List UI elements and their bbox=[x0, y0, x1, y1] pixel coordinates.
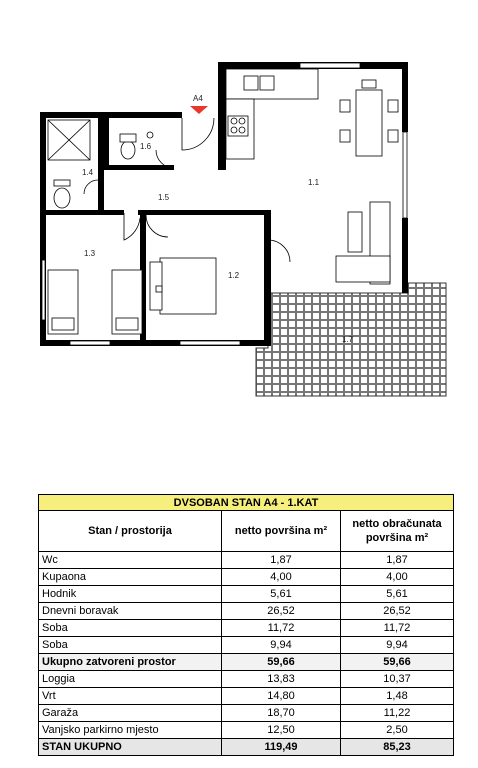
room-label-1-4: 1.4 bbox=[82, 168, 94, 177]
dining-table bbox=[340, 80, 398, 156]
table-row bbox=[39, 705, 454, 722]
row-calc: 59,66 bbox=[341, 654, 454, 671]
row-net: 9,94 bbox=[222, 637, 341, 654]
room-label-1-2: 1.2 bbox=[228, 271, 240, 280]
kitchen-fixtures bbox=[226, 69, 318, 159]
row-calc: 2,50 bbox=[341, 722, 454, 739]
header-net-area: netto površina m² bbox=[222, 511, 341, 552]
row-calc: 11,22 bbox=[341, 705, 454, 722]
row-calc: 1,87 bbox=[341, 552, 454, 569]
row-net: 11,72 bbox=[222, 620, 341, 637]
row-name: Garaža bbox=[39, 705, 222, 722]
row-net: 1,87 bbox=[222, 552, 341, 569]
header-calculated-area: netto obračunata površina m² bbox=[341, 511, 454, 552]
row-name: Soba bbox=[39, 637, 222, 654]
room-label-1-5: 1.5 bbox=[158, 193, 170, 202]
row-calc: 11,72 bbox=[341, 620, 454, 637]
row-net: 18,70 bbox=[222, 705, 341, 722]
row-calc: 1,48 bbox=[341, 688, 454, 705]
row-name: Soba bbox=[39, 620, 222, 637]
row-net: 14,80 bbox=[222, 688, 341, 705]
row-name: Loggia bbox=[39, 671, 222, 688]
table-row bbox=[39, 671, 454, 688]
row-name: Hodnik bbox=[39, 586, 222, 603]
row-net: 12,50 bbox=[222, 722, 341, 739]
table-row bbox=[39, 569, 454, 586]
row-net: 119,49 bbox=[222, 739, 341, 756]
row-net: 5,61 bbox=[222, 586, 341, 603]
table-row bbox=[39, 722, 454, 739]
row-name: STAN UKUPNO bbox=[39, 739, 222, 756]
table-total-row bbox=[39, 739, 454, 756]
sofa bbox=[336, 202, 390, 284]
area-table bbox=[38, 494, 454, 756]
entrance-marker bbox=[190, 94, 208, 114]
row-name: Kupaona bbox=[39, 569, 222, 586]
table-row bbox=[39, 586, 454, 603]
table-title: DVSOBAN STAN A4 - 1.KAT bbox=[39, 495, 454, 511]
table-header-row bbox=[39, 511, 454, 552]
room-label-1-1: 1.1 bbox=[308, 178, 320, 187]
row-net: 13,83 bbox=[222, 671, 341, 688]
table-row bbox=[39, 552, 454, 569]
room-label-1-3: 1.3 bbox=[84, 249, 96, 258]
row-calc: 26,52 bbox=[341, 603, 454, 620]
row-calc: 4,00 bbox=[341, 569, 454, 586]
table-subtotal-row bbox=[39, 654, 454, 671]
row-name: Vanjsko parkirno mjesto bbox=[39, 722, 222, 739]
table-row bbox=[39, 620, 454, 637]
header-room: Stan / prostorija bbox=[39, 511, 222, 552]
row-calc: 5,61 bbox=[341, 586, 454, 603]
entrance-label: A4 bbox=[193, 94, 203, 103]
row-calc: 10,37 bbox=[341, 671, 454, 688]
row-name: Ukupno zatvoreni prostor bbox=[39, 654, 222, 671]
table-title-row bbox=[39, 495, 454, 511]
room-label-1-6: 1.6 bbox=[140, 142, 152, 151]
row-net: 59,66 bbox=[222, 654, 341, 671]
doors bbox=[84, 118, 290, 262]
row-calc: 9,94 bbox=[341, 637, 454, 654]
table-row bbox=[39, 637, 454, 654]
row-name: Dnevni boravak bbox=[39, 603, 222, 620]
beds bbox=[48, 258, 216, 334]
row-net: 4,00 bbox=[222, 569, 341, 586]
row-name: Vrt bbox=[39, 688, 222, 705]
row-name: Wc bbox=[39, 552, 222, 569]
row-calc: 85,23 bbox=[341, 739, 454, 756]
table-row bbox=[39, 603, 454, 620]
room-label-1-7: 1.7 bbox=[342, 335, 354, 344]
row-net: 26,52 bbox=[222, 603, 341, 620]
table-row bbox=[39, 688, 454, 705]
